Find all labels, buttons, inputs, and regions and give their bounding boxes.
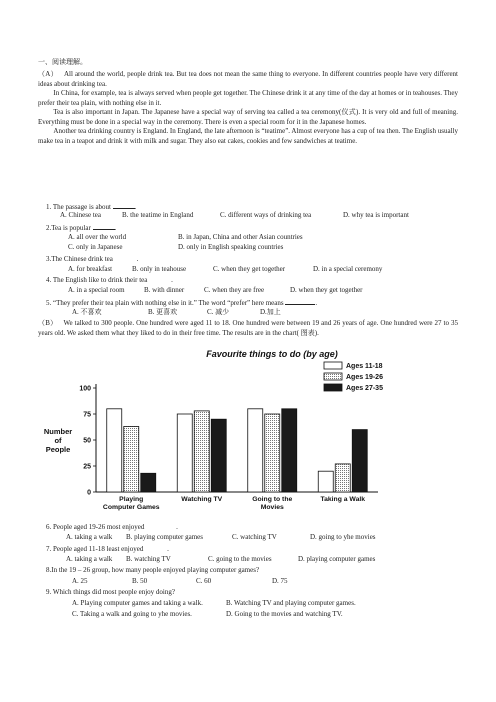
passage-a	[38, 70, 458, 146]
q9-option-a[interactable]: A. Playing computer games and taking a walk.	[72, 599, 203, 607]
q4-option-b[interactable]: B. with dinner	[144, 286, 185, 294]
section-heading: 一、阅读理解。	[38, 58, 87, 66]
q6-option-a[interactable]: A. taking a walk	[66, 533, 113, 541]
y-tick-label: 0	[87, 489, 91, 497]
q2-option-c[interactable]: C. only in Japanese	[68, 243, 123, 251]
x-tick-label: Movies	[260, 504, 284, 511]
bar	[248, 409, 263, 492]
q4-option-d[interactable]: D. when they get together	[290, 286, 363, 294]
y-axis-label-line1: Number	[43, 427, 73, 436]
passage-a-p2: In China, for example, tea is always served when people get together. The Chinese drink it at any time of the day at homes or in teahouses. They prefer their tea plain, with nothing else in it.	[38, 89, 458, 107]
passage-a-p4: Another tea drinking country is England. In England, the late afternoon is “teatime”. Almost everyone has a cup of tea then. The English usually make tea in a teapot and drink it with milk and sugar. They also eat cakes, cookies and few sandwiches at teatime.	[38, 127, 458, 145]
y-axis-label-line2: of	[54, 436, 62, 445]
passage-b: （B） We talked to 300 people. One hundred were aged 11 to 18. One hundred were between 19 and 26 years of age. One hundred were 27 to 35 years old. We asked them what they liked to do in their free time. The results are in the chart( 图表).	[38, 319, 459, 337]
q8-option-b[interactable]: B. 50	[132, 577, 148, 585]
x-tick-label: Taking a Walk	[320, 496, 366, 503]
bar	[124, 426, 139, 492]
question-7: 7. People aged 11-18 least enjoyed .	[46, 545, 169, 553]
q6-option-c[interactable]: C. watching TV	[232, 533, 277, 541]
q6-option-d[interactable]: D. going to yhe movies	[310, 533, 376, 541]
q8-option-a[interactable]: A. 25	[72, 577, 88, 585]
q9-option-d[interactable]: D. Going to the movies and watching TV.	[226, 610, 343, 618]
question-4: 4. The English like to drink their tea .	[46, 276, 173, 284]
q5-option-c[interactable]: C. 减少	[207, 308, 230, 316]
bar-chart	[40, 346, 460, 516]
q8-option-d[interactable]: D. 75	[272, 577, 288, 585]
passage-a-label: （A）	[38, 70, 58, 78]
bar	[318, 471, 333, 492]
bar	[352, 430, 367, 492]
legend-swatch	[324, 362, 342, 369]
bar	[194, 411, 209, 492]
passage-a-p3: Tea is also important in Japan. The Japanese have a special way of serving tea called a tea ceremony(仪式). It is very old and full of meaning. Everything must be done in a special way in the ceremony. There is even a special room for it in the Japanese homes.	[38, 108, 458, 126]
x-tick-label: Going to the	[252, 496, 293, 503]
q2-option-b[interactable]: B. in Japan, China and other Asian countries	[178, 233, 303, 241]
bar	[335, 464, 350, 492]
q4-option-a[interactable]: A. in a special room	[68, 286, 125, 294]
bar	[211, 419, 226, 492]
x-tick-label: Playing	[119, 496, 144, 503]
q9-option-b[interactable]: B. Watching TV and playing computer games.	[226, 599, 356, 607]
question-9: 9. Which things did most people enjoy doing?	[46, 588, 175, 596]
chart-title: Favourite things to do (by age)	[206, 349, 338, 359]
x-tick-label: Computer Games	[102, 504, 160, 511]
question-6: 6. People aged 19-26 most enjoyed .	[46, 523, 178, 531]
bar	[265, 414, 280, 492]
question-1: 1. The passage is about .	[46, 203, 137, 211]
passage-a-p1: （A） All around the world, people drink tea. But tea does not mean the same thing to everyone. In different countries people have very different ideas about drinking tea.	[38, 70, 459, 88]
q3-option-c[interactable]: C. when they get together	[213, 265, 286, 273]
y-axis-label-line3: People	[45, 445, 71, 454]
question-2: 2.Tea is popular .	[46, 224, 117, 232]
q4-option-c[interactable]: C. when they are free	[204, 286, 265, 294]
q1-option-a[interactable]: A. Chinese tea	[60, 211, 102, 219]
q2-option-a[interactable]: A. all over the world	[68, 233, 127, 241]
question-3: 3.The Chinese drink tea .	[46, 255, 139, 263]
q6-option-b[interactable]: B. playing computer games	[126, 533, 203, 541]
bar	[282, 409, 297, 492]
bar	[177, 414, 192, 492]
y-tick-label: 50	[83, 437, 91, 445]
question-5: 5. “They prefer their tea plain with nothing else in it.” The word “prefer” here means .	[46, 299, 318, 307]
q2-option-d[interactable]: D. only in English speaking countries	[178, 243, 284, 251]
y-tick-label: 100	[79, 385, 91, 393]
q3-option-b[interactable]: B. only in teahouse	[132, 265, 187, 273]
legend-label: Ages 11-18	[346, 363, 383, 370]
q8-option-c[interactable]: C. 60	[196, 577, 212, 585]
legend-swatch	[324, 373, 342, 380]
q1-option-d[interactable]: D. why tea is important	[343, 211, 409, 219]
question-8: 8.In the 19 – 26 group, how many people enjoyed playing computer games?	[46, 566, 260, 574]
q9-option-c[interactable]: C. Taking a walk and going to yhe movies.	[72, 610, 192, 618]
q1-option-b[interactable]: B. the teatime in England	[122, 211, 194, 219]
q5-option-d[interactable]: D.加上	[260, 308, 281, 316]
q7-option-a[interactable]: A. taking a walk	[66, 555, 113, 563]
q7-option-d[interactable]: D. playing computer games	[298, 555, 376, 563]
passage-b-label: （B）	[38, 319, 58, 327]
legend-label: Ages 19-26	[346, 374, 383, 381]
y-tick-label: 25	[83, 463, 91, 471]
q3-option-a[interactable]: A. for breakfast	[68, 265, 113, 273]
q7-option-c[interactable]: C. going to the movies	[208, 555, 272, 563]
legend-label: Ages 27-35	[346, 385, 383, 392]
q7-option-b[interactable]: B. watching TV	[126, 555, 171, 563]
bar	[107, 409, 122, 492]
q3-option-d[interactable]: D. in a special ceremony	[313, 265, 383, 273]
x-tick-label: Watching TV	[181, 496, 223, 503]
q5-option-b[interactable]: B. 更喜欢	[148, 308, 178, 316]
legend-swatch	[324, 384, 342, 391]
q5-option-a[interactable]: A. 不喜欢	[72, 308, 102, 316]
y-tick-label: 75	[83, 411, 91, 419]
q1-option-c[interactable]: C. different ways of drinking tea	[220, 211, 312, 219]
bar	[141, 473, 156, 492]
